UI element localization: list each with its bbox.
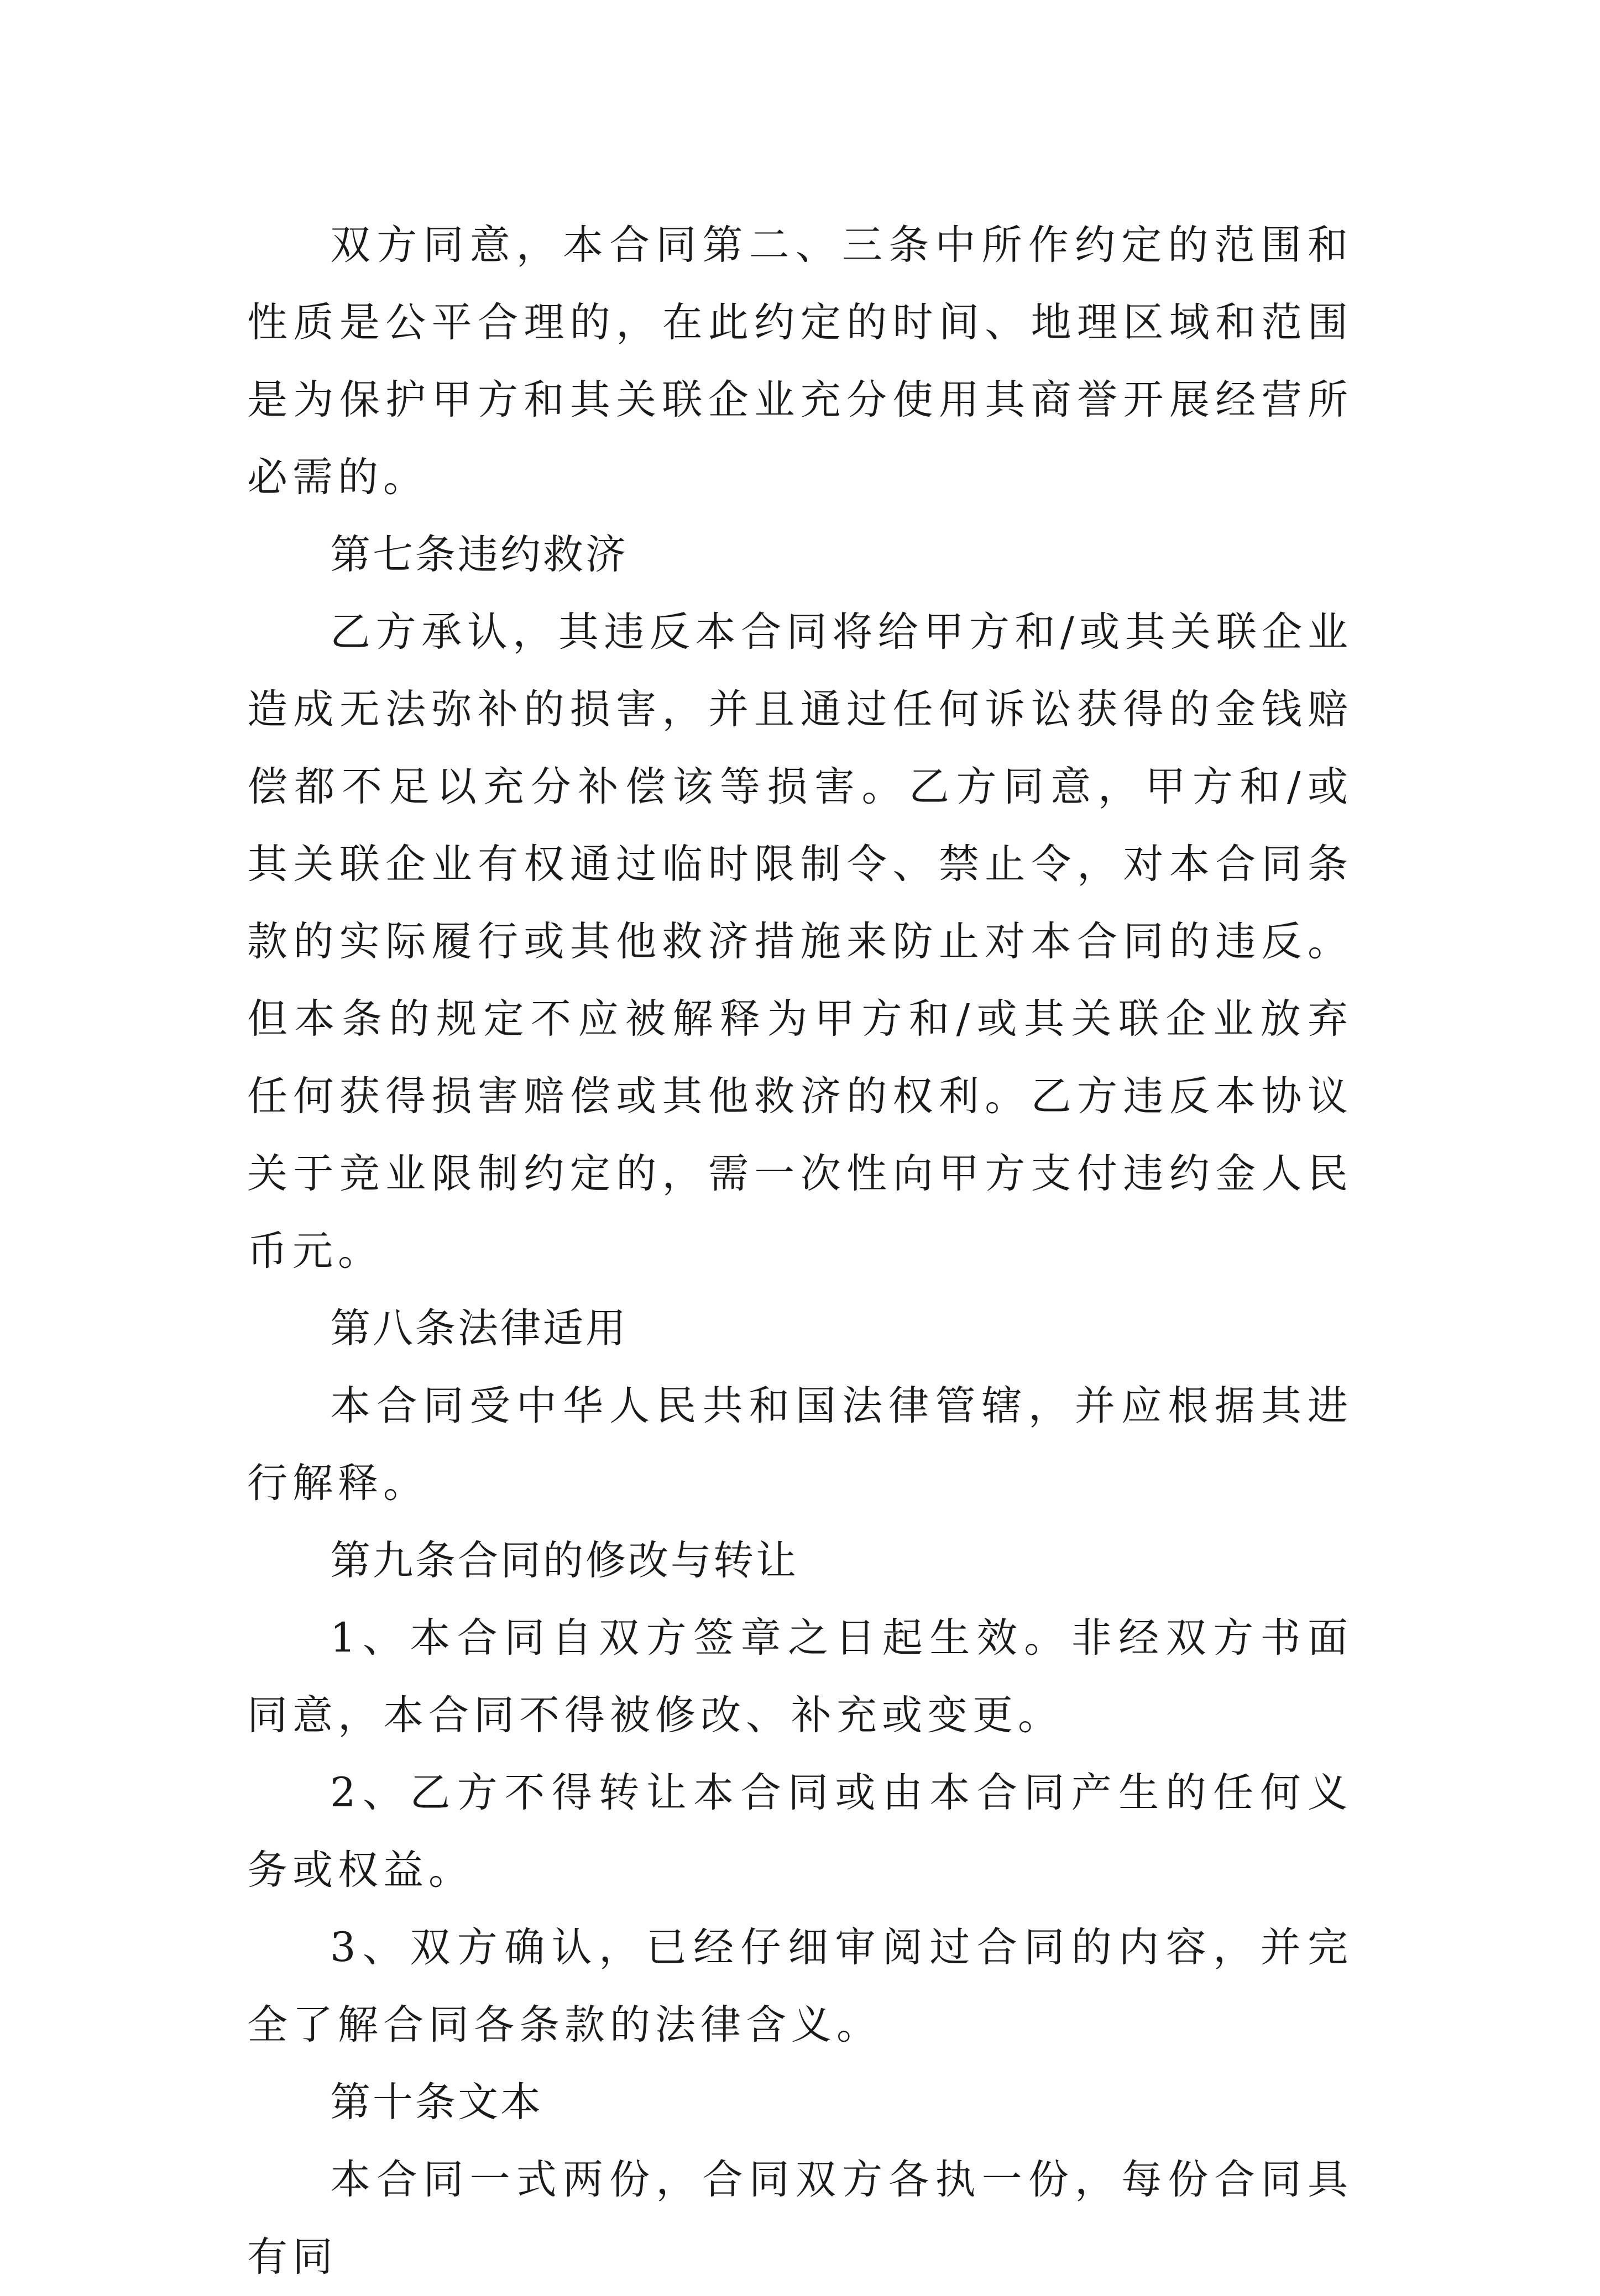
paragraph-counterparts: 本合同一式两份，合同双方各执一份，每份合同具有同 — [247, 2156, 1353, 2281]
paragraph-breach-remedy: 乙方承认，其违反本合同将给甲方和/或其关联企业造成无法弥补的损害，并且通过任何诉讼获得的金钱赔偿都不足以充分补偿该等损害。乙方同意，甲方和/或其关联企业有权通过临时限制令、禁止令，对本合同条款的实际履行或其他救济措施来防止对本合同的违反。但本条的规定不应被解释为甲方和/或其关联企业放弃任何获得损害赔偿或其他救济的权利。乙方违反本协议关于竞业限制约定的，需一次性向甲方支付违约金人民币元。 — [247, 609, 1353, 1275]
paragraph-no-assignment: 2、乙方不得转让本合同或由本合同产生的任何义务或权益。 — [247, 1769, 1353, 1894]
article-7-heading: 第七条违约救济 — [330, 531, 628, 578]
article-9-heading: 第九条合同的修改与转让 — [330, 1537, 798, 1584]
paragraph-reasonableness: 双方同意，本合同第二、三条中所作约定的范围和性质是公平合理的，在此约定的时间、地理区域和范围是为保护甲方和其关联企业充分使用其商誉开展经营所必需的。 — [247, 222, 1353, 501]
article-8-heading: 第八条法律适用 — [330, 1305, 628, 1352]
paragraph-effectiveness: 1、本合同自双方签章之日起生效。非经双方书面同意，本合同不得被修改、补充或变更。 — [247, 1614, 1353, 1739]
paragraph-acknowledgement: 3、双方确认，已经仔细审阅过合同的内容，并完全了解合同各条款的法律含义。 — [247, 1924, 1353, 2048]
paragraph-governing-law: 本合同受中华人民共和国法律管辖，并应根据其进行解释。 — [247, 1382, 1353, 1507]
article-10-heading: 第十条文本 — [330, 2079, 543, 2126]
document-body — [247, 207, 1353, 2296]
